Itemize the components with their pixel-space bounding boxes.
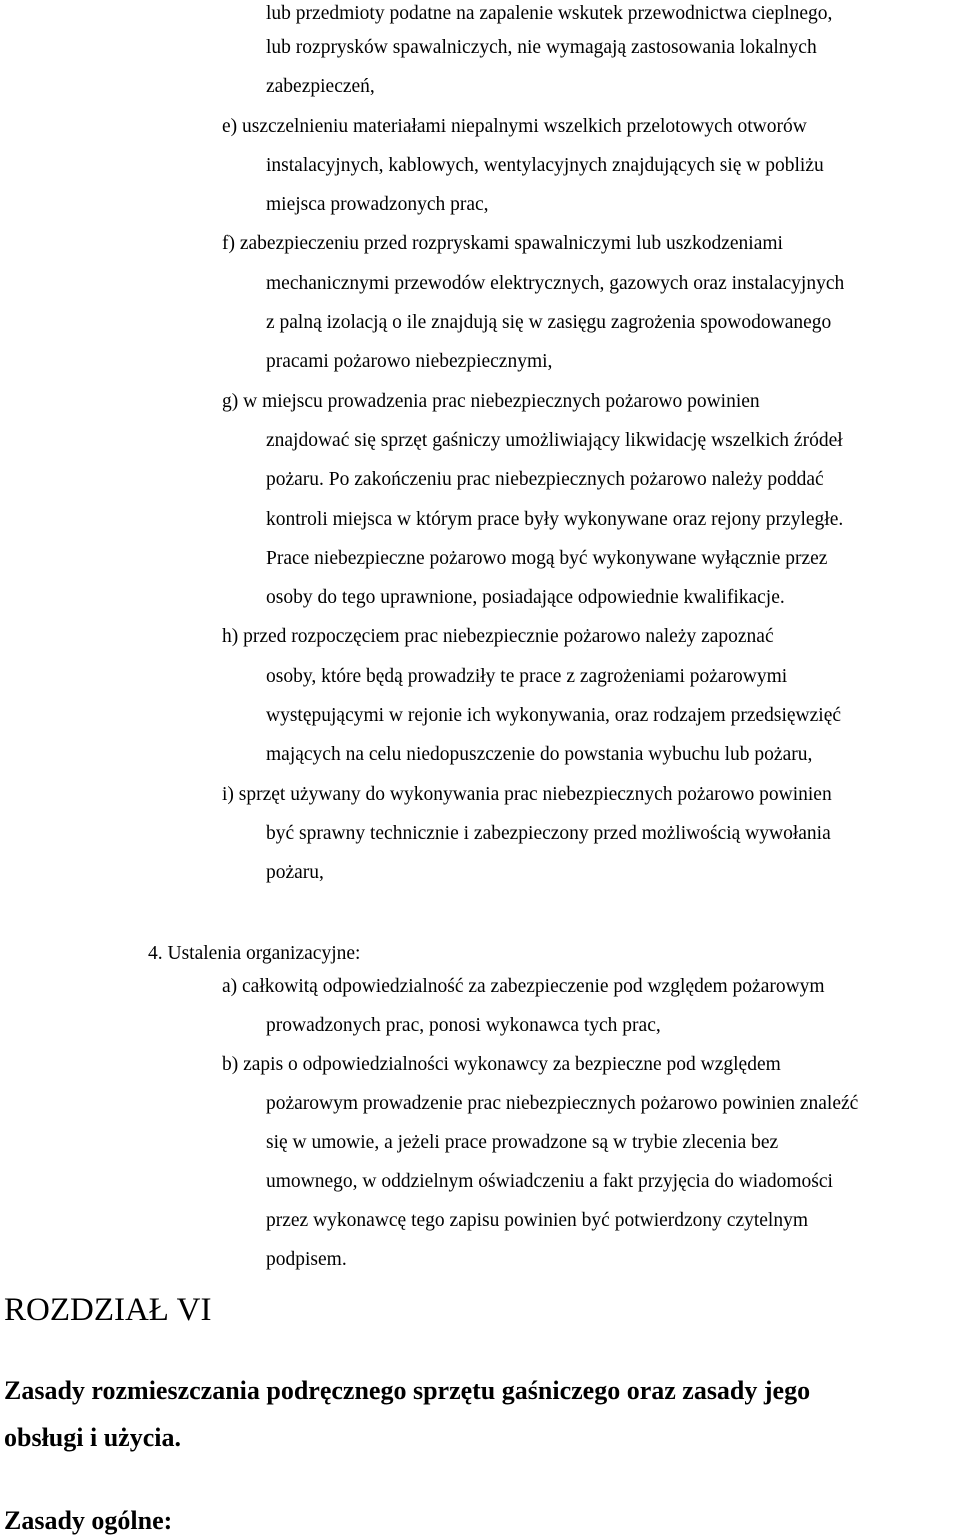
section-heading: 4. Ustalenia organizacyjne: xyxy=(148,943,361,964)
text-line: przez wykonawcę tego zapisu powinien być potwierdzony czytelnym xyxy=(266,1210,809,1231)
text-line: pożarowym prowadzenie prac niebezpiecznych pożarowo powinien znaleźć xyxy=(266,1093,859,1114)
text-line: z palną izolacją o ile znajdują się w zasięgu zagrożenia spowodowanego xyxy=(266,312,832,333)
text-line: występującymi w rejonie ich wykonywania, oraz rodzajem przedsięwzięć xyxy=(266,705,842,726)
text-line: lub przedmioty podatne na zapalenie wskutek przewodnictwa cieplnego, xyxy=(266,3,833,24)
chapter-title-continued: obsługi i użycia. xyxy=(4,1423,181,1452)
list-item-b: b) zapis o odpowiedzialności wykonawcy za bezpieczne pod względem xyxy=(222,1054,781,1075)
subsection-heading: Zasady ogólne: xyxy=(4,1506,173,1535)
text-line: pracami pożarowo niebezpiecznymi, xyxy=(266,351,553,372)
list-item-f: f) zabezpieczeniu przed rozpryskami spawalniczymi lub uszkodzeniami xyxy=(222,233,783,254)
text-line: prowadzonych prac, ponosi wykonawca tych prac, xyxy=(266,1015,661,1036)
text-line: umownego, w oddzielnym oświadczeniu a fakt przyjęcia do wiadomości xyxy=(266,1171,833,1192)
chapter-heading: ROZDZIAŁ VI xyxy=(4,1292,212,1328)
list-item-a: a) całkowitą odpowiedzialność za zabezpieczenie pod względem pożarowym xyxy=(222,976,825,997)
text-line: pożaru, xyxy=(266,862,324,883)
text-line: miejsca prowadzonych prac, xyxy=(266,194,489,215)
list-item-g: g) w miejscu prowadzenia prac niebezpiecznych pożarowo powinien xyxy=(222,391,760,412)
text-line: być sprawny technicznie i zabezpieczony przed możliwością wywołania xyxy=(266,823,831,844)
list-item-h: h) przed rozpoczęciem prac niebezpiecznie pożarowo należy zapoznać xyxy=(222,626,774,647)
text-line: mechanicznymi przewodów elektrycznych, gazowych oraz instalacyjnych xyxy=(266,273,845,294)
text-line: instalacyjnych, kablowych, wentylacyjnych znajdujących się w pobliżu xyxy=(266,155,824,176)
text-line: pożaru. Po zakończeniu prac niebezpiecznych pożarowo należy poddać xyxy=(266,469,824,490)
chapter-title: Zasady rozmieszczania podręcznego sprzętu gaśniczego oraz zasady jego xyxy=(4,1376,811,1405)
text-line: kontroli miejsca w którym prace były wykonywane oraz rejony przyległe. xyxy=(266,509,844,530)
list-item-e: e) uszczelnieniu materiałami niepalnymi wszelkich przelotowych otworów xyxy=(222,116,807,137)
text-line: znajdować się sprzęt gaśniczy umożliwiający likwidację wszelkich źródeł xyxy=(266,430,843,451)
text-line: osoby, które będą prowadziły te prace z zagrożeniami pożarowymi xyxy=(266,666,788,687)
list-item-i: i) sprzęt używany do wykonywania prac niebezpiecznych pożarowo powinien xyxy=(222,784,832,805)
text-line: osoby do tego uprawnione, posiadające odpowiednie kwalifikacje. xyxy=(266,587,785,608)
text-line: Prace niebezpieczne pożarowo mogą być wykonywane wyłącznie przez xyxy=(266,548,828,569)
text-line: zabezpieczeń, xyxy=(266,76,375,97)
text-line: podpisem. xyxy=(266,1249,347,1270)
text-line: lub rozprysków spawalniczych, nie wymagają zastosowania lokalnych xyxy=(266,37,817,58)
text-line: mających na celu niedopuszczenie do powstania wybuchu lub pożaru, xyxy=(266,744,813,765)
text-line: się w umowie, a jeżeli prace prowadzone są w trybie zlecenia bez xyxy=(266,1132,779,1153)
